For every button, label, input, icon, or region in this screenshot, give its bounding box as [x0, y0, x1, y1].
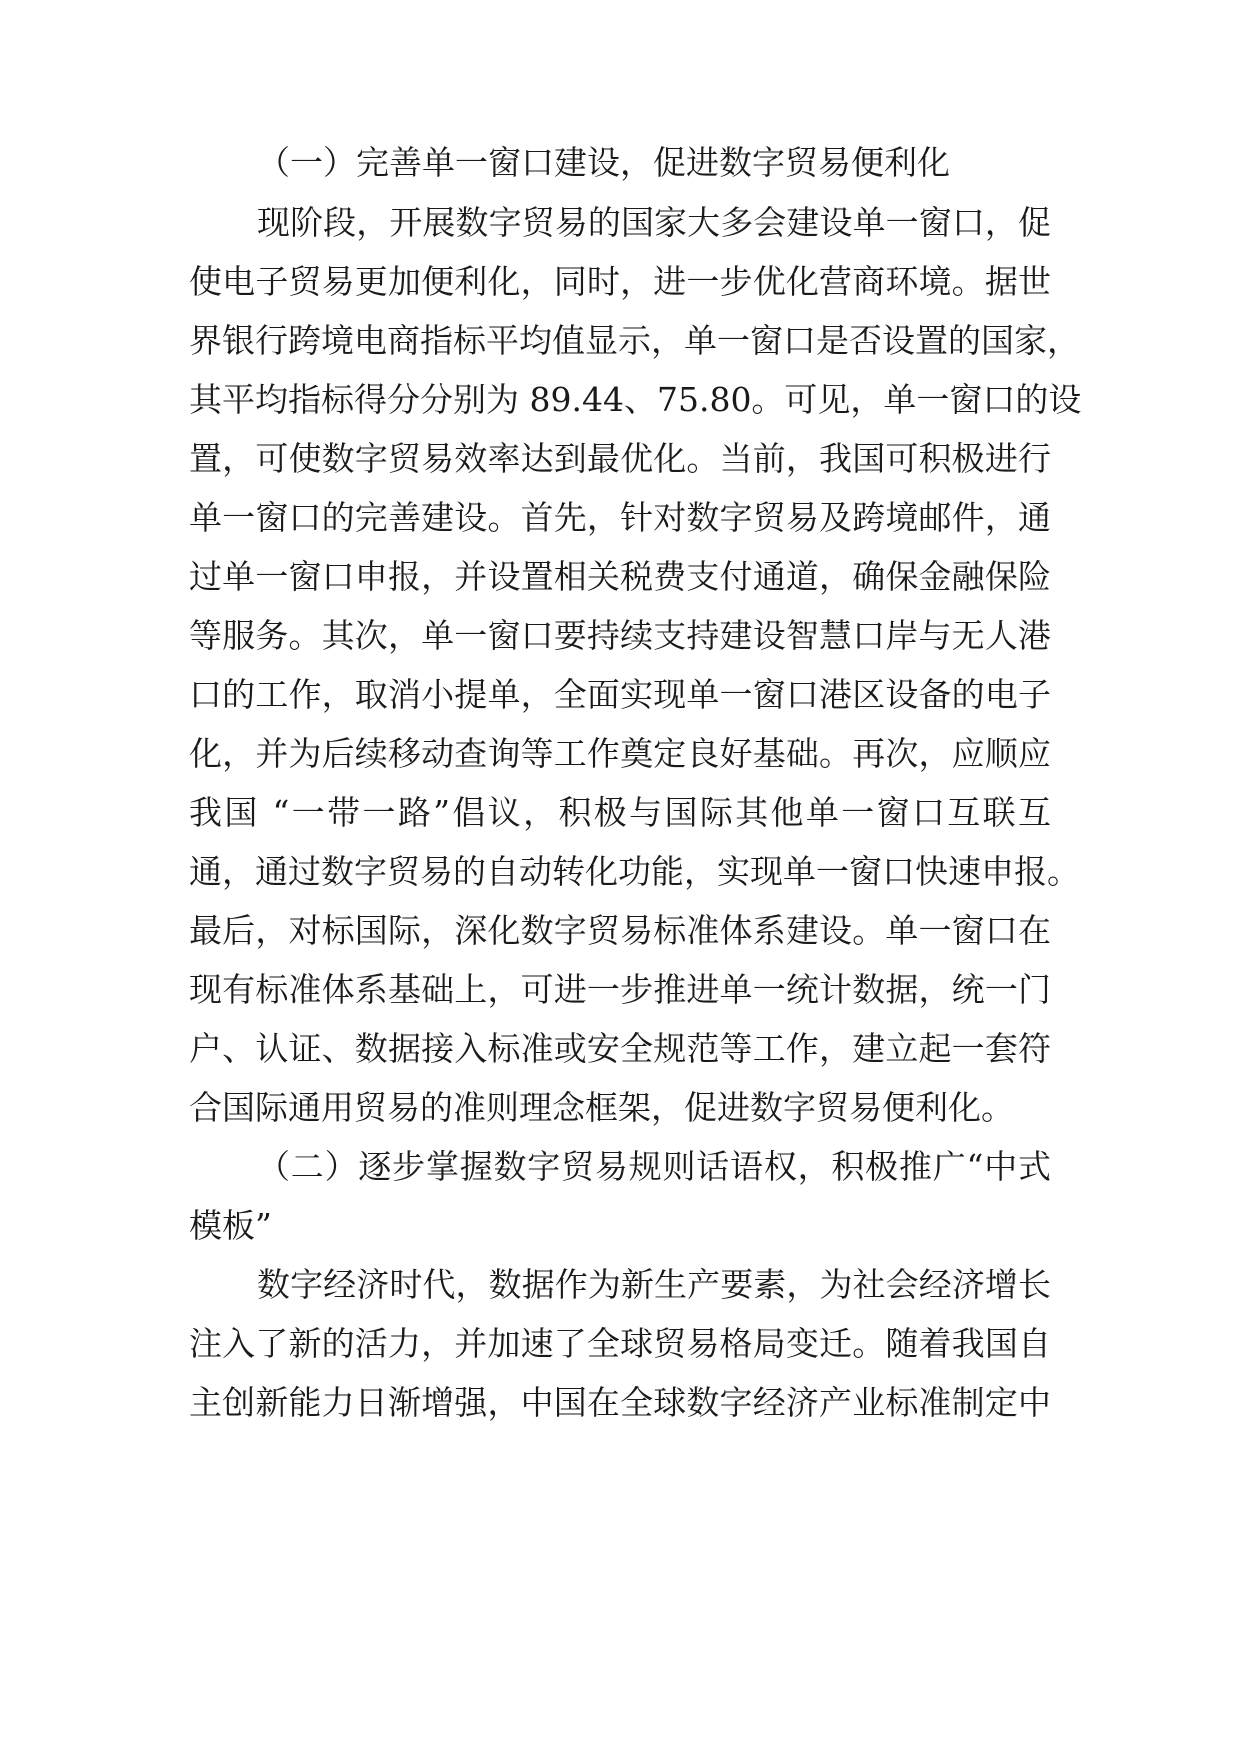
paragraph-line: 其平均指标得分分别为 89.44、75.80。可见，单一窗口的设 — [189, 380, 1082, 419]
paragraph-line: 合国际通用贸易的准则理念框架，促进数字贸易便利化。 — [189, 1088, 1014, 1127]
paragraph-line: 置，可使数字贸易效率达到最优化。当前，我国可积极进行 — [189, 439, 1051, 478]
section-2-heading: （二）逐步掌握数字贸易规则话语权，积极推广“中式 — [257, 1147, 1051, 1186]
paragraph-line: 现阶段，开展数字贸易的国家大多会建设单一窗口，促 — [257, 203, 1051, 242]
paragraph-line: 我国 “一带一路”倡议，积极与国际其他单一窗口互联互 — [189, 793, 1051, 832]
paragraph-line: 注入了新的活力，并加速了全球贸易格局变迁。随着我国自 — [189, 1324, 1051, 1363]
paragraph-line: 最后，对标国际，深化数字贸易标准体系建设。单一窗口在 — [189, 911, 1051, 950]
paragraph-line: 口的工作，取消小提单，全面实现单一窗口港区设备的电子 — [189, 675, 1051, 714]
section-2-heading-continued: 模板” — [189, 1206, 272, 1245]
section-1-heading: （一）完善单一窗口建设，促进数字贸易便利化 — [257, 143, 950, 182]
paragraph-line: 单一窗口的完善建设。首先，针对数字贸易及跨境邮件，通 — [189, 498, 1051, 537]
paragraph-line: 主创新能力日渐增强，中国在全球数字经济产业标准制定中 — [189, 1383, 1051, 1422]
paragraph-line: 化，并为后续移动查询等工作奠定良好基础。再次，应顺应 — [189, 734, 1051, 773]
paragraph-line: 现有标准体系基础上，可进一步推进单一统计数据，统一门 — [189, 970, 1051, 1009]
paragraph-line: 等服务。其次，单一窗口要持续支持建设智慧口岸与无人港 — [189, 616, 1051, 655]
paragraph-line: 过单一窗口申报，并设置相关税费支付通道，确保金融保险 — [189, 557, 1051, 596]
paragraph-line: 通，通过数字贸易的自动转化功能，实现单一窗口快速申报。 — [189, 852, 1080, 891]
paragraph-line: 界银行跨境电商指标平均值显示，单一窗口是否设置的国家， — [189, 321, 1080, 360]
paragraph-line: 数字经济时代，数据作为新生产要素，为社会经济增长 — [257, 1265, 1051, 1304]
paragraph-line: 使电子贸易更加便利化，同时，进一步优化营商环境。据世 — [189, 262, 1051, 301]
paragraph-line: 户、认证、数据接入标准或安全规范等工作，建立起一套符 — [189, 1029, 1051, 1068]
